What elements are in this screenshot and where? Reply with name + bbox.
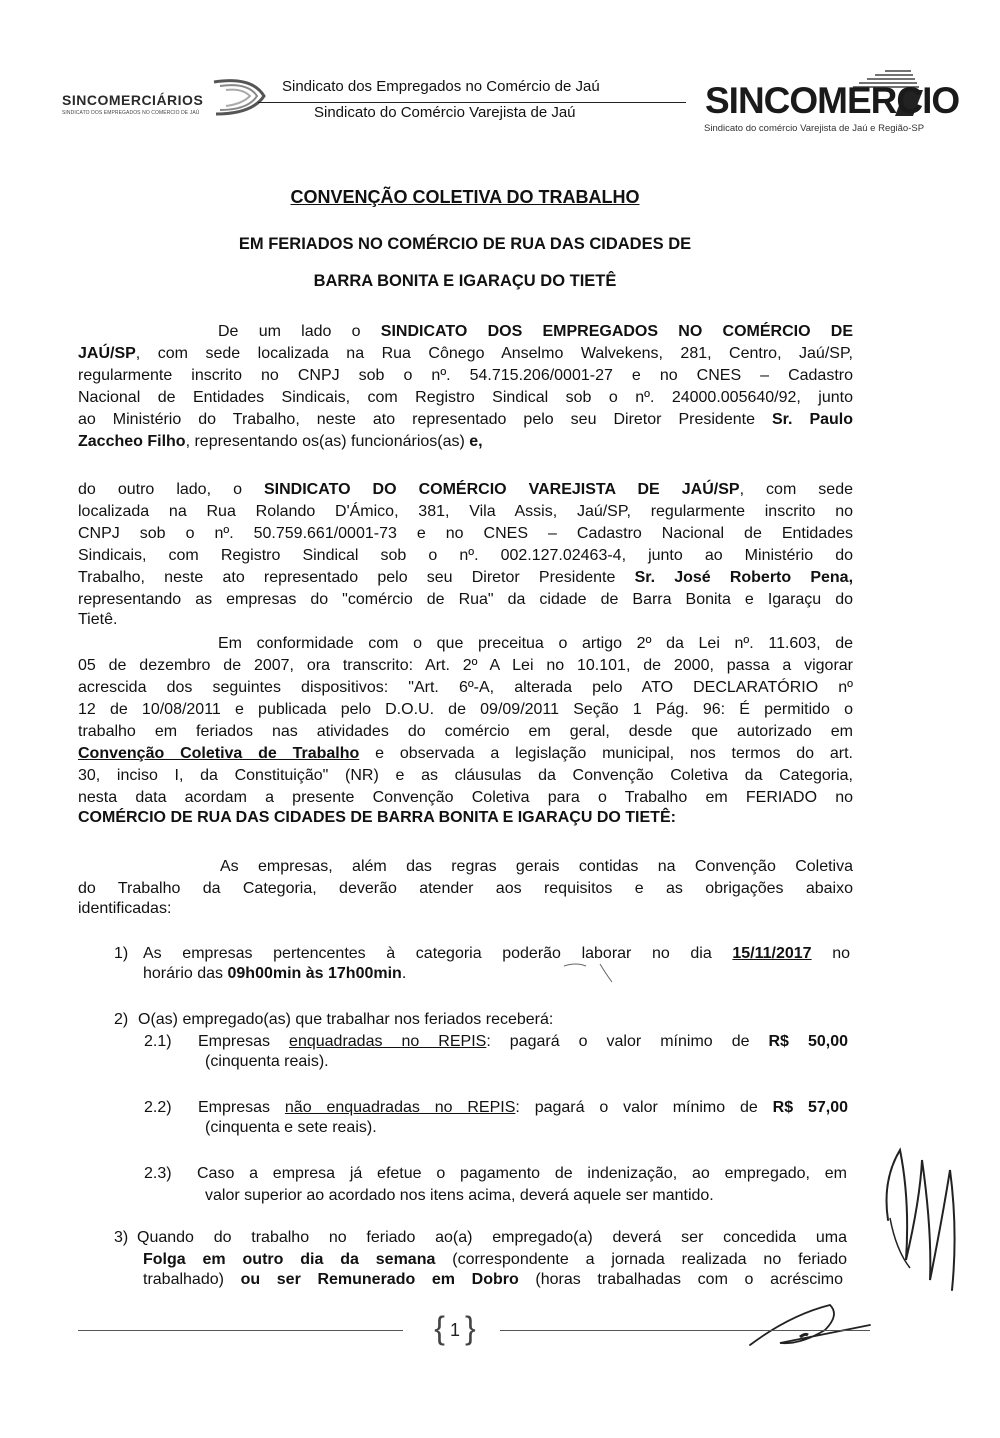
header-divider: [258, 102, 686, 103]
right-logo-subtext: Sindicato do comércio Varejista de Jaú e Região-SP: [704, 123, 925, 134]
sincomerciarios-logo: [62, 70, 262, 124]
right-brace-icon: }: [465, 1310, 476, 1346]
p1-line-5: ao Ministério do Trabalho, neste ato representado pelo seu Diretor Presidente Sr. Paulo: [78, 411, 854, 428]
p2-line-3: CNPJ sob o nº. 50.759.661/0001-73 e no CNES – Cadastro Nacional de Entidades: [78, 525, 853, 542]
footer-rule-left: [78, 1330, 403, 1331]
p2-line-5: Trabalho, neste ato representado pelo seu Diretor Presidente Sr. José Roberto Pena,: [78, 569, 854, 586]
p4-line-2: do Trabalho da Categoria, deverão atender aos requisitos e as obrigações abaixo: [78, 880, 853, 897]
item-2-2-number: 2.2): [144, 1099, 172, 1116]
item-3-line-2: Folga em outro dia da semana (correspondente a jornada realizada no feriado: [143, 1251, 847, 1268]
item-2-line-1: O(as) empregado(as) que trabalhar nos feriados receberá:: [138, 1011, 554, 1028]
p3-line-6: Convenção Coletiva de Trabalho e observada a legislação municipal, nos termos do art.: [78, 745, 853, 762]
left-logo-subtext: SINDICATO DOS EMPREGADOS NO COMÉRCIO DE JAÚ: [62, 110, 200, 116]
handwritten-initials: [880, 1140, 970, 1300]
p4-line-1: As empresas, além das regras gerais contidas na Convenção Coletiva: [220, 858, 853, 875]
item-2-1-line-1: Empresas enquadradas no REPIS: pagará o valor mínimo de R$ 50,00: [198, 1033, 849, 1050]
page-number-value: 1: [449, 1320, 460, 1340]
item-3-line-1: Quando do trabalho no feriado ao(a) empregado(a) deverá ser concedida uma: [137, 1229, 847, 1246]
item-1-number: 1): [114, 945, 129, 962]
item-2-2-line-1: Empresas não enquadradas no REPIS: pagará o valor mínimo de R$ 57,00: [198, 1099, 849, 1116]
p3-line-4: 12 de 10/08/2011 e publicada pelo D.O.U. de 09/09/2011 Seção 1 Pág. 96: É permitido o: [78, 701, 853, 718]
p1-line-1: De um lado o SINDICATO DOS EMPREGADOS NO COMÉRCIO DE: [218, 323, 853, 340]
document-title: CONVENÇÃO COLETIVA DO TRABALHO: [290, 187, 640, 207]
header-line-2: Sindicato do Comércio Varejista de Jaú: [314, 104, 576, 121]
header-line-1: Sindicato dos Empregados no Comércio de Jaú: [282, 78, 600, 95]
p3-line-7: 30, inciso I, da Constituição" (NR) e as cláusulas da Convenção Coletiva da Categoria,: [78, 767, 853, 784]
item-2-number: 2): [114, 1011, 129, 1028]
item-1-line-1: As empresas pertencentes à categoria poderão laborar no dia 15/11/2017 no: [143, 945, 850, 962]
page-number: [410, 1310, 500, 1347]
p3-line-5: trabalho em feriados nas atividades do comércio em geral, desde que autorizado em: [78, 723, 853, 740]
item-2-3-line-1: Caso a empresa já efetue o pagamento de indenização, ao empregado, em: [197, 1165, 847, 1182]
p2-line-6: representando as empresas do "comércio de Rua" da cidade de Barra Bonita e Igaraçu do: [78, 591, 853, 608]
sincomercio-logo: [700, 68, 960, 138]
p2-line-4: Sindicais, com Registro Sindical sob o nº. 002.127.02463-4, junto ao Ministério do: [78, 547, 853, 564]
p2-line-1: do outro lado, o SINDICATO DO COMÉRCIO VAREJISTA DE JAÚ/SP, com sede: [78, 481, 853, 498]
item-2-3-number: 2.3): [144, 1165, 172, 1182]
p1-line-2: JAÚ/SP, com sede localizada na Rua Cônego Anselmo Walvekens, 281, Centro, Jaú/SP,: [78, 345, 853, 362]
item-2-1-line-2: (cinquenta reais).: [205, 1053, 329, 1070]
item-2-1-number: 2.1): [144, 1033, 172, 1050]
document-subtitle-1: EM FERIADOS NO COMÉRCIO DE RUA DAS CIDADES DE: [238, 235, 692, 253]
handwritten-rubric: [730, 1285, 880, 1355]
p3-line-1: Em conformidade com o que preceitua o artigo 2º da Lei nº. 11.603, de: [218, 635, 853, 652]
item-2-3-line-2: valor superior ao acordado nos itens acima, deverá aquele ser mantido.: [205, 1187, 714, 1204]
left-logo-text: SINCOMERCIÁRIOS: [62, 92, 204, 108]
item-3-line-3: trabalhado) ou ser Remunerado em Dobro (horas trabalhadas com o acréscimo: [143, 1271, 844, 1288]
p3-line-2: 05 de dezembro de 2007, ora transcrito: Art. 2º A Lei no 10.101, de 2000, passa a vigorar: [78, 657, 853, 674]
right-logo-text: SINCOMERCIO: [705, 80, 960, 121]
p4-line-3: identificadas:: [78, 900, 172, 917]
p3-line-8: nesta data acordam a presente Convenção Coletiva para o Trabalho em FERIADO no: [78, 789, 853, 806]
footer-rule-right: [500, 1330, 870, 1331]
item-2-2-line-2: (cinquenta e sete reais).: [205, 1119, 377, 1136]
pen-mark: [560, 960, 620, 990]
left-brace-icon: {: [434, 1310, 445, 1346]
p1-line-3: regularmente inscrito no CNPJ sob o nº. 54.715.206/0001-27 e no CNES – Cadastro: [78, 367, 853, 384]
document-subtitle-2: BARRA BONITA E IGARAÇU DO TIETÊ: [313, 272, 617, 290]
p2-line-2: localizada na Rua Rolando D'Ámico, 381, Vila Assis, Jaú/SP, regularmente inscrito no: [78, 503, 853, 520]
p2-line-7: Tietê.: [78, 611, 118, 628]
swoosh-icon: [212, 70, 272, 120]
item-1-line-2: horário das 09h00min às 17h00min.: [143, 965, 407, 982]
item-3-number: 3): [114, 1229, 129, 1246]
p3-line-3: acrescida dos seguintes dispositivos: "Art. 6º-A, alterada pelo ATO DECLARATÓRIO nº: [78, 679, 853, 696]
p1-line-4: Nacional de Entidades Sindicais, com Registro Sindical sob o nº. 24000.005640/92, junto: [78, 389, 853, 406]
p1-line-6: Zaccheo Filho, representando os(as) funcionários(as) e,: [78, 433, 483, 450]
p3-line-9: COMÉRCIO DE RUA DAS CIDADES DE BARRA BONITA E IGARAÇU DO TIETÊ:: [78, 809, 676, 826]
